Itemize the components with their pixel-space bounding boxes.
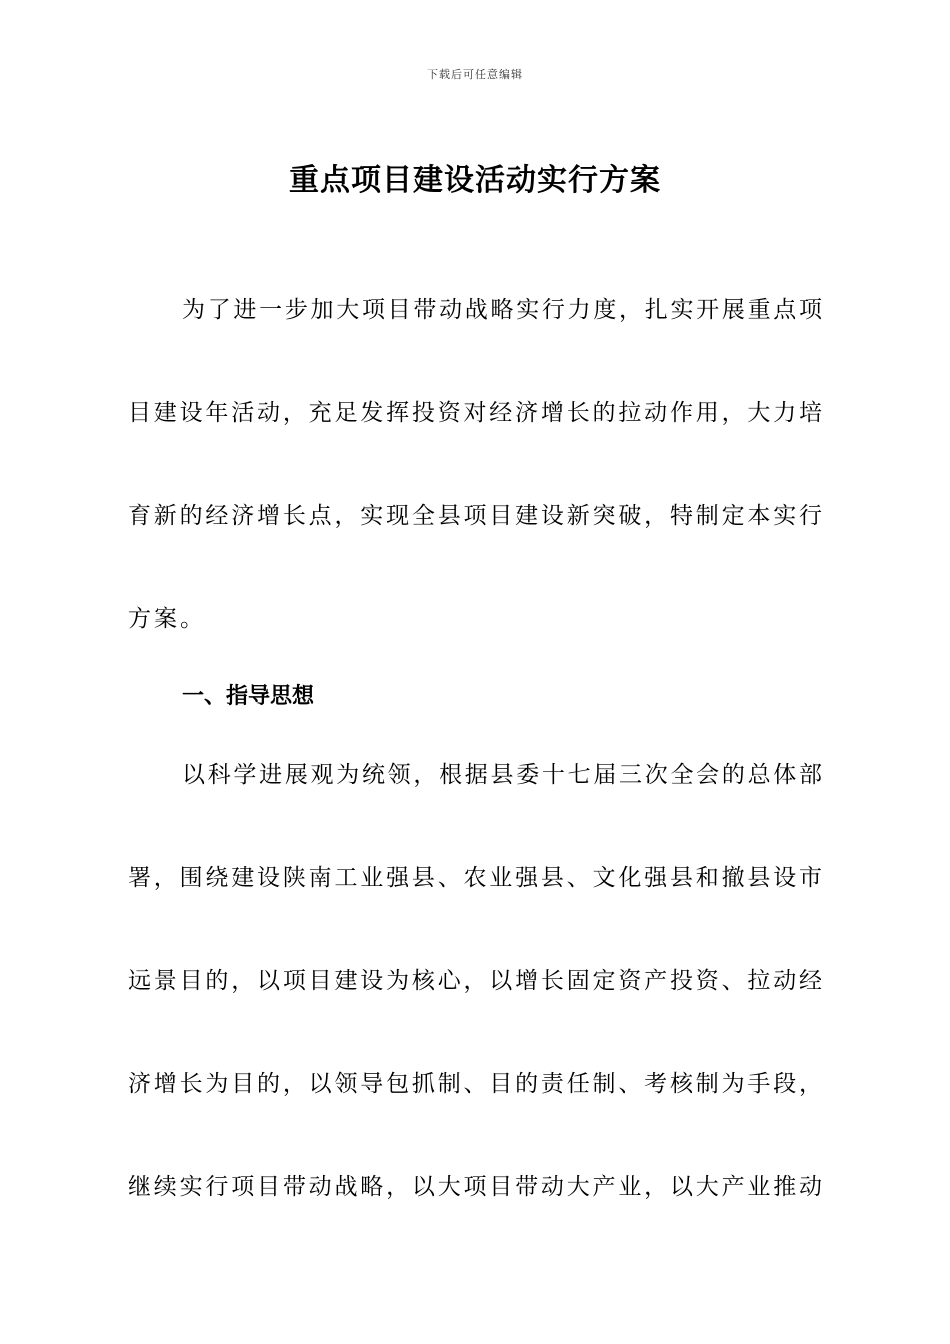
paragraph-line: 以科学进展观为统领，根据县委十七届三次全会的总体部 [182,762,822,788]
paragraph-line: 目建设年活动，充足发挥投资对经济增长的拉动作用，大力培 [128,400,822,426]
page-header: 下载后可任意编辑 [427,68,523,81]
paragraph-line: 济增长为目的，以领导包抓制、目的责任制、考核制为手段， [128,1071,822,1097]
paragraph-line: 远景目的，以项目建设为核心，以增长固定资产投资、拉动经 [128,968,822,994]
paragraph-line: 方案。 [128,606,206,632]
paragraph-line: 继续实行项目带动战略，以大项目带动大产业，以大产业推动 [128,1174,822,1200]
paragraph-line: 育新的经济增长点，实现全县项目建设新突破，特制定本实行 [128,503,822,529]
paragraph-line: 为了进一步加大项目带动战略实行力度，扎实开展重点项 [182,297,822,323]
paragraph-line: 署，围绕建设陕南工业强县、农业强县、文化强县和撤县设市 [128,865,822,891]
document-title: 重点项目建设活动实行方案 [289,163,661,198]
section-heading: 一、指导思想 [182,684,315,709]
